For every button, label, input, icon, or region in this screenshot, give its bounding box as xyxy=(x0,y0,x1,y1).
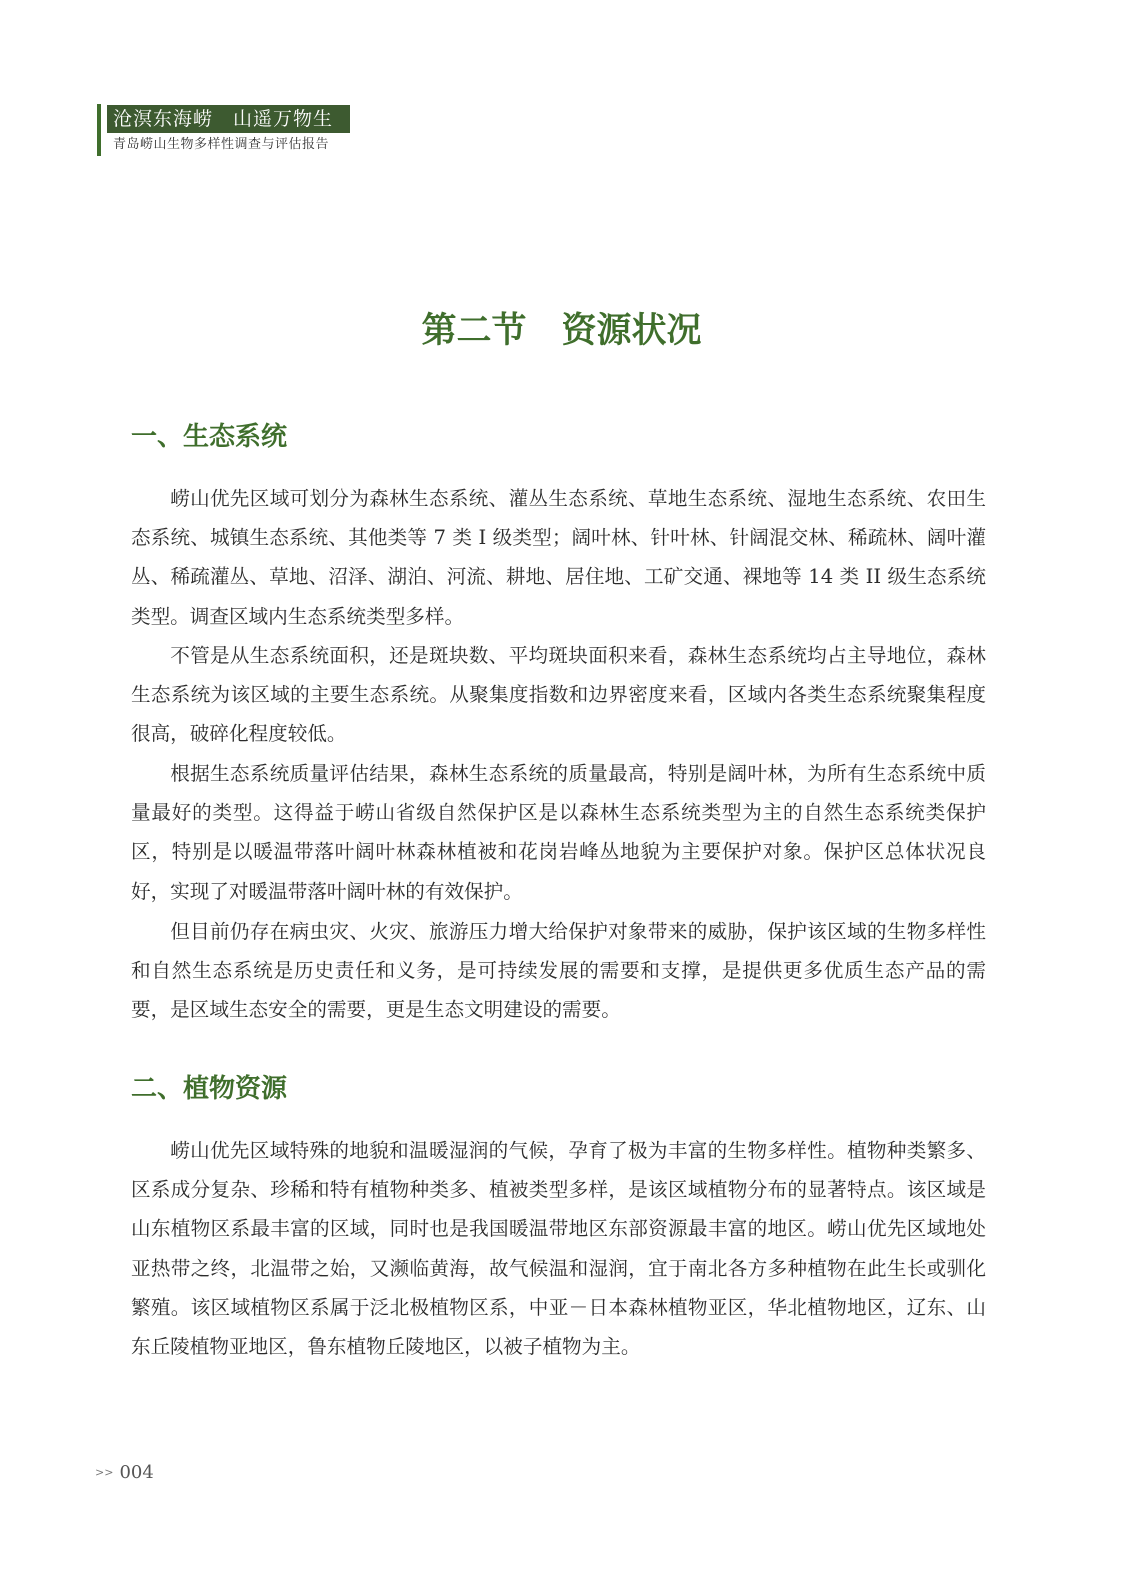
paragraph-ecosystem-4: 但目前仍存在病虫灾、火灾、旅游压力增大给保护对象带来的威胁，保护该区域的生物多样性和自然生态系统是历史责任和义务，是可持续发展的需要和支撑，是提供更多优质生态产品的需要，是区域生态安全的需要，更是生态文明建设的需要。 xyxy=(131,920,986,1022)
header-accent-bar xyxy=(97,104,101,156)
page-number-value: 004 xyxy=(119,1462,154,1483)
page-arrow-icon: >> xyxy=(95,1466,114,1479)
paragraph-plants-1: 崂山优先区域特殊的地貌和温暖湿润的气候，孕育了极为丰富的生物多样性。植物种类繁多、区系成分复杂、珍稀和特有植物种类多、植被类型多样，是该区域植物分布的显著特点。该区域是山东植物区系最丰富的区域，同时也是我国暖温带地区东部资源最丰富的地区。崂山优先区域地处亚热带之终，北温带之始，又濒临黄海，故气候温和湿润，宜于南北各方多种植物在此生长或驯化繁殖。该区域植物区系属于泛北极植物区系，中亚－日本森林植物亚区，华北植物地区，辽东、山东丘陵植物亚地区，鲁东植物丘陵地区，以被子植物为主。 xyxy=(131,1139,986,1359)
paragraph-ecosystem-2: 不管是从生态系统面积，还是斑块数、平均斑块面积来看，森林生态系统均占主导地位，森林生态系统为该区域的主要生态系统。从聚集度指数和边界密度来看，区域内各类生态系统聚集程度很高，破碎化程度较低。 xyxy=(131,644,986,746)
section-title: 第二节 资源状况 xyxy=(421,311,702,351)
paragraph-ecosystem-1: 崂山优先区域可划分为森林生态系统、灌丛生态系统、草地生态系统、湿地生态系统、农田生态系统、城镇生态系统、其他类等 7 类 I 级类型；阔叶林、针叶林、针阔混交林、稀疏林、阔叶灌丛、稀疏灌丛、草地、沼泽、湖泊、河流、耕地、居住地、工矿交通、裸地等 14 类 II 级生态系统类型。调查区域内生态系统类型多样。 xyxy=(131,487,986,628)
running-header-subtitle: 青岛崂山生物多样性调查与评估报告 xyxy=(113,137,330,152)
running-header-title: 沧溟东海崂 山遥万物生 xyxy=(107,105,350,133)
paragraph-ecosystem-3: 根据生态系统质量评估结果，森林生态系统的质量最高，特别是阔叶林，为所有生态系统中质量最好的类型。这得益于崂山省级自然保护区是以森林生态系统类型为主的自然生态系统类保护区，特别是以暖温带落叶阔叶林森林植被和花岗岩峰丛地貌为主要保护对象。保护区总体状况良好，实现了对暖温带落叶阔叶林的有效保护。 xyxy=(131,762,986,903)
heading-plants: 二、植物资源 xyxy=(131,1074,288,1104)
heading-ecosystem: 一、生态系统 xyxy=(131,422,288,452)
page-number xyxy=(95,1461,154,1485)
